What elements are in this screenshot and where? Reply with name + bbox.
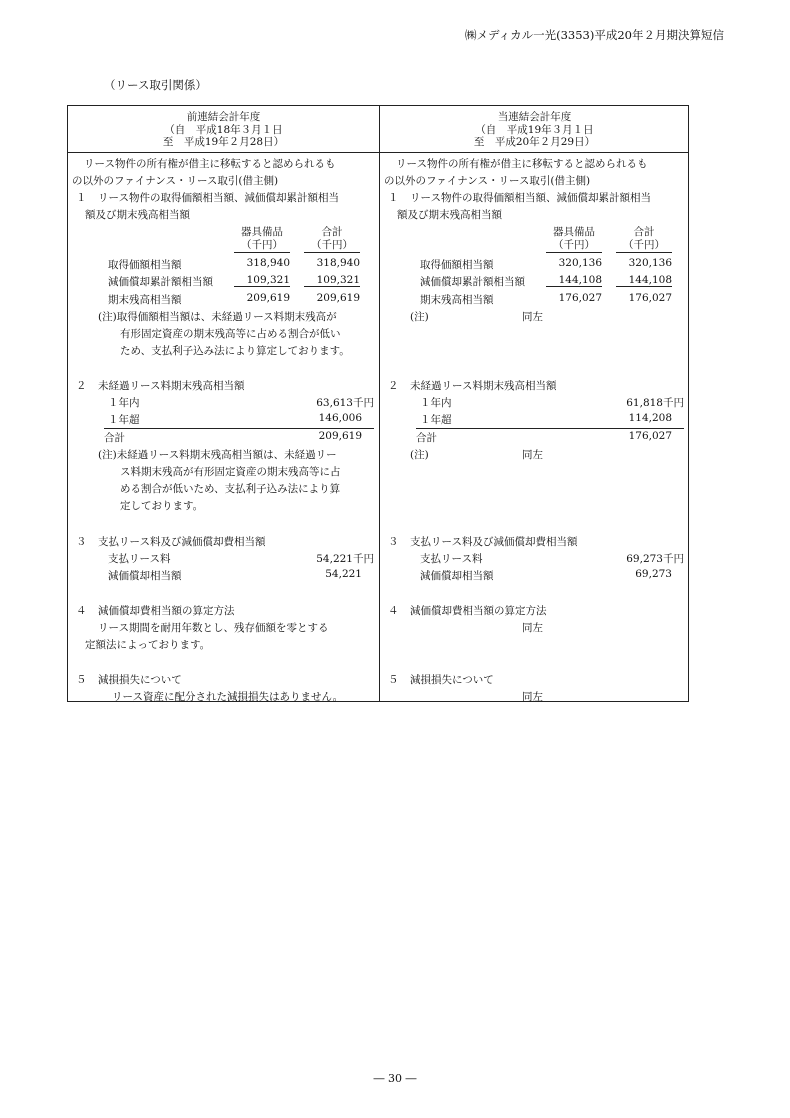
row-label: 支払リース料 xyxy=(108,553,171,565)
row-label: 減価償却相当額 xyxy=(108,570,182,582)
section-number: ３ xyxy=(76,536,87,548)
section-title: （リース取引関係） xyxy=(104,78,207,92)
note-label: (注) xyxy=(410,311,429,323)
section-heading: 減損損失について xyxy=(410,674,494,686)
period-title: 前連結会計年度 xyxy=(186,111,261,123)
table-header-unit: （千円） xyxy=(304,237,360,253)
document-header: ㈱メディカル一光(3353)平成20年２月期決算短信 xyxy=(465,28,724,42)
period-to: 至 平成19年２月28日） xyxy=(162,136,285,148)
section-heading: 減価償却費相当額の算定方法 xyxy=(98,605,235,617)
row-value: 144,108 xyxy=(546,274,602,287)
row-value: 109,321 xyxy=(234,274,290,287)
row-label: １年超 xyxy=(108,414,140,426)
same-as-left: 同左 xyxy=(522,622,543,634)
table-header-unit: （千円） xyxy=(616,237,672,253)
current-year-column xyxy=(380,106,689,701)
row-value: 61,818千円 xyxy=(626,397,684,409)
section-heading: 支払リース料及び減価償却費相当額 xyxy=(98,536,266,548)
section-number: ４ xyxy=(388,605,399,617)
row-label: 取得価額相当額 xyxy=(108,259,182,271)
row-label: 支払リース料 xyxy=(420,553,483,565)
row-label: 減価償却相当額 xyxy=(420,570,494,582)
section-number: １ xyxy=(76,192,87,204)
same-as-left: 同左 xyxy=(522,449,543,461)
section-number: ４ xyxy=(76,605,87,617)
total-rule xyxy=(104,428,374,429)
row-value: 63,613千円 xyxy=(316,397,374,409)
total-label: 合計 xyxy=(416,432,437,444)
section-heading: 未経過リース料期末残高相当額 xyxy=(410,380,557,392)
section-number: ３ xyxy=(388,536,399,548)
page-number: ― 30 ― xyxy=(373,1072,417,1085)
row-value: 144,108 xyxy=(616,274,672,287)
row-value: 209,619 xyxy=(246,292,290,304)
row-label: 期末残高相当額 xyxy=(108,294,182,306)
intro-line: の以外のファイナンス・リース取引(借主側) xyxy=(384,175,591,187)
section-number: ５ xyxy=(388,674,399,686)
section-heading: 額及び期末残高相当額 xyxy=(85,209,190,221)
period-header xyxy=(68,111,379,149)
period-header xyxy=(380,111,689,149)
table-header: 器具備品 xyxy=(241,226,283,238)
note-text: 有形固定資産の期末残高等に占める割合が低い xyxy=(120,328,341,340)
row-value: 320,136 xyxy=(628,257,672,269)
total-label: 合計 xyxy=(104,432,125,444)
row-label: 取得価額相当額 xyxy=(420,259,494,271)
section-heading: 未経過リース料期末残高相当額 xyxy=(98,380,245,392)
row-value: 54,221 xyxy=(325,568,362,580)
row-value: 146,006 xyxy=(318,412,362,424)
row-label: 減価償却累計額相当額 xyxy=(420,276,525,288)
body-text: リース期間を耐用年数とし、残存価額を零とする xyxy=(98,622,329,634)
section-number: ２ xyxy=(76,380,87,392)
row-value: 109,321 xyxy=(304,274,360,287)
table-header: 合計 xyxy=(633,226,655,238)
note-text: ス料期末残高が有形固定資産の期末残高等に占 xyxy=(120,466,341,478)
row-label: 減価償却累計額相当額 xyxy=(108,276,213,288)
section-heading: 支払リース料及び減価償却費相当額 xyxy=(410,536,578,548)
row-label: 期末残高相当額 xyxy=(420,294,494,306)
prior-year-column xyxy=(68,106,379,701)
same-as-left: 同左 xyxy=(522,311,543,323)
row-label: １年内 xyxy=(420,397,452,409)
row-value: 114,208 xyxy=(628,412,672,424)
row-value: 176,027 xyxy=(558,292,602,304)
body-text: リース資産に配分された減損損失はありません。 xyxy=(112,691,344,703)
note-text: (注)取得価額相当額は、未経過リース料期末残高が xyxy=(98,311,337,323)
section-heading: 減損損失について xyxy=(98,674,182,686)
table-header-unit: （千円） xyxy=(234,237,290,253)
body-text: 定額法によっております。 xyxy=(85,639,211,651)
same-as-left: 同左 xyxy=(522,691,543,703)
section-number: ５ xyxy=(76,674,87,686)
total-value: 209,619 xyxy=(318,430,362,442)
row-value: 54,221千円 xyxy=(316,553,374,565)
section-number: １ xyxy=(388,192,399,204)
row-value: 318,940 xyxy=(246,257,290,269)
row-value: 318,940 xyxy=(316,257,360,269)
intro-line: の以外のファイナンス・リース取引(借主側) xyxy=(72,175,279,187)
section-heading: 額及び期末残高相当額 xyxy=(397,209,502,221)
note-text: (注)未経過リース料期末残高相当額は、未経過リー xyxy=(98,449,337,461)
table-header: 合計 xyxy=(321,226,343,238)
section-heading: リース物件の取得価額相当額、減価償却累計額相当 xyxy=(98,192,339,204)
note-text: 定しております。 xyxy=(120,500,204,512)
row-value: 176,027 xyxy=(628,292,672,304)
note-text: める割合が低いため、支払利子込み法により算 xyxy=(120,483,341,495)
table-header: 器具備品 xyxy=(553,226,595,238)
row-label: １年内 xyxy=(108,397,140,409)
row-value: 320,136 xyxy=(558,257,602,269)
period-from: （自 平成18年３月１日 xyxy=(164,123,283,136)
row-value: 209,619 xyxy=(316,292,360,304)
row-value: 69,273千円 xyxy=(626,553,684,565)
table-header-unit: （千円） xyxy=(546,237,602,253)
section-heading: リース物件の取得価額相当額、減価償却累計額相当 xyxy=(410,192,651,204)
intro-line: リース物件の所有権が借主に移転すると認められるも xyxy=(396,158,648,170)
section-heading: 減価償却費相当額の算定方法 xyxy=(410,605,547,617)
intro-line: リース物件の所有権が借主に移転すると認められるも xyxy=(84,158,336,170)
total-value: 176,027 xyxy=(628,430,672,442)
lease-table xyxy=(67,105,689,702)
note-text: ため、支払利子込み法により算定しております。 xyxy=(120,345,350,357)
period-title: 当連結会計年度 xyxy=(497,111,572,123)
section-number: ２ xyxy=(388,380,399,392)
total-rule xyxy=(416,428,684,429)
period-to: 至 平成20年２月29日） xyxy=(473,136,596,148)
row-label: １年超 xyxy=(420,414,452,426)
note-label: (注) xyxy=(410,449,429,461)
period-from: （自 平成19年３月１日 xyxy=(475,123,594,136)
row-value: 69,273 xyxy=(635,568,672,580)
